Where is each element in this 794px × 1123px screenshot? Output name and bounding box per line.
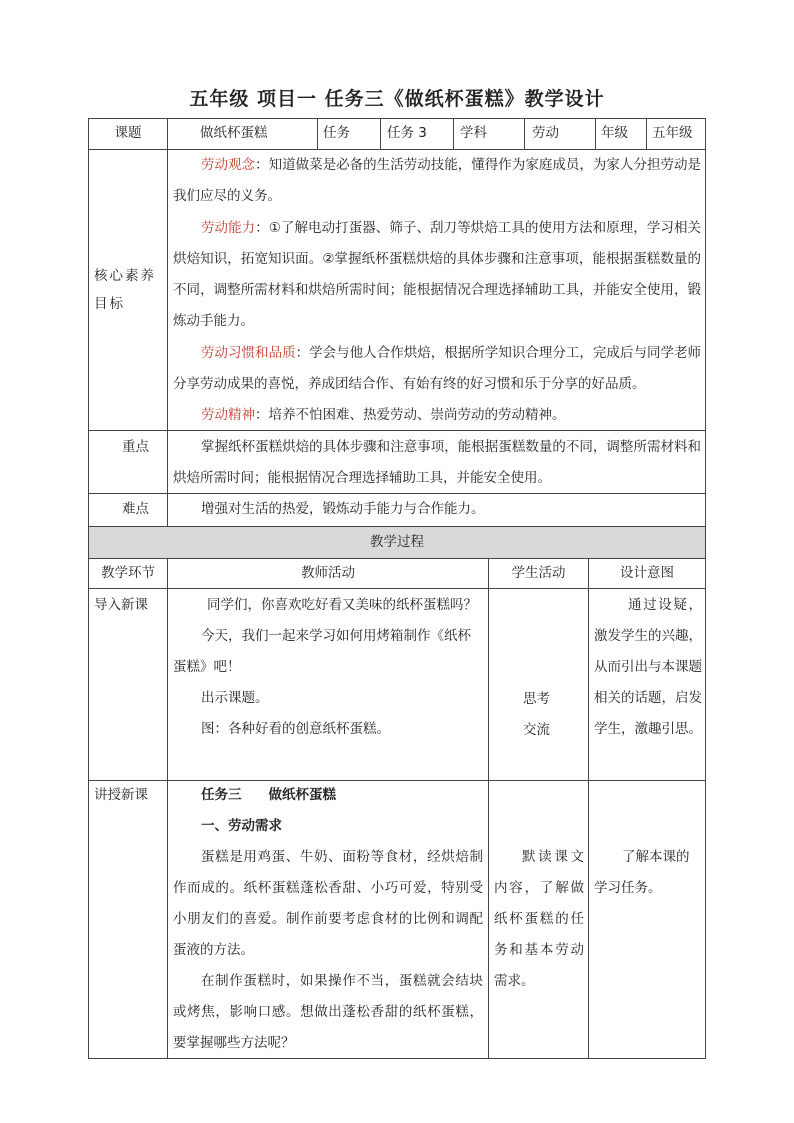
core-item-key: 劳动精神: [201, 407, 255, 424]
header-teacher: 教师活动: [301, 565, 355, 581]
intro-student-line: 思考: [523, 691, 550, 707]
subject-label: 学科: [460, 125, 487, 141]
core-item-key: 劳动习惯和品质: [201, 344, 296, 361]
intro-student-line: 交流: [523, 722, 550, 738]
new-teacher-paragraph: 蛋糕是用鸡蛋、牛奶、面粉等食材，经烘焙制作而成的。纸杯蛋糕蓬松香甜、小巧可爱，特别受小朋友们的喜爱。制作前要考虑食材的比例和调配蛋液的方法。: [173, 849, 483, 958]
core-item-spirit: [173, 400, 701, 431]
header-student: 学生活动: [511, 565, 566, 581]
keypoint-label: 重点: [122, 439, 149, 455]
process-title: 教学过程: [370, 534, 424, 550]
task-label: 任务: [323, 125, 350, 141]
new-intent: 了解本课的学习任务。: [594, 849, 690, 896]
new-stage: 讲授新课: [94, 787, 148, 803]
new-teacher-paragraph: 在制作蛋糕时，如果操作不当，蛋糕就会结块或烤焦，影响口感。想做出蓬松香甜的纸杯蛋糕，要掌握哪些方法呢？: [173, 973, 483, 1051]
grade-value: 五年级: [652, 125, 693, 141]
core-item-key: 劳动观念: [201, 157, 256, 173]
core-item-text: ：学会与他人合作烘焙，根据所学知识合理分工，完成后与同学老师分享劳动成果的喜悦，养成团结合作、有始有终的好习惯和乐于分享的好品质。: [173, 344, 702, 393]
core-item-habit: [173, 338, 701, 401]
intro-teacher-line: 同学们，你喜欢吃好看又美味的纸杯蛋糕吗？: [207, 597, 477, 613]
intro-student: [523, 684, 550, 746]
cell-new-stage: [88, 780, 168, 1059]
header-stage: 教学环节: [101, 565, 155, 581]
difficulty-text: 增强对生活的热爱，锻炼动手能力与合作能力。: [201, 501, 485, 517]
header-intent: 设计意图: [620, 565, 674, 581]
core-content: [173, 150, 701, 432]
cell-new-intent: [588, 780, 706, 1059]
new-student: 默读课文内容，了解做纸杯蛋糕的任务和基本劳动需求。: [494, 849, 584, 989]
core-label: 核心素养目标: [94, 268, 156, 312]
core-item-text: ：知道做菜是必备的生活劳动技能，懂得作为家庭成员，为家人分担劳动是我们应尽的义务。: [173, 157, 702, 205]
core-item-text: ：①了解电动打蛋器、筛子、刮刀等烘焙工具的使用方法和原理，学习相关烘焙知识，拓宽知识面。②掌握纸杯蛋糕烘焙的具体步骤和注意事项，能根据蛋糕数量的不同，调整所需材料和烘焙所需时间；能根据情况合理选择辅助工具，并能安全使用，锻炼动手能力。: [173, 219, 702, 330]
new-section-heading: 一、劳动需求: [201, 818, 282, 834]
page-title: 五年级 项目一 任务三《做纸杯蛋糕》教学设计: [189, 88, 605, 110]
intro-teacher: [173, 590, 483, 745]
core-item-ability: [173, 213, 701, 338]
intro-teacher-line: 今天，我们一起来学习如何用烤箱制作《纸杯蛋糕》吧！: [173, 628, 471, 675]
topic-value: 做纸杯蛋糕: [200, 125, 268, 141]
keypoint-text: 掌握纸杯蛋糕烘焙的具体步骤和注意事项，能根据蛋糕数量的不同，调整所需材料和烘焙所需时间；能根据情况合理选择辅助工具，并能安全使用。: [173, 439, 701, 487]
difficulty-label: 难点: [122, 501, 149, 517]
core-item-key: 劳动能力: [201, 219, 256, 236]
intro-stage: 导入新课: [94, 597, 148, 613]
new-teacher: [173, 780, 483, 1059]
subject-value: 劳动: [532, 125, 559, 141]
topic-label: 课题: [114, 125, 142, 141]
task-value: 任务 3: [387, 125, 427, 141]
intro-intent: 通过设疑，激发学生的兴趣，从而引出与本课题相关的话题，启发学生，激趣引思。: [594, 597, 702, 737]
grade-label: 年级: [601, 125, 628, 141]
intro-teacher-line: 出示课题。: [201, 690, 269, 706]
core-item-text: ：培养不怕困难、热爱劳动、崇尚劳动的劳动精神。: [255, 407, 566, 424]
intro-teacher-line: 图：各种好看的创意纸杯蛋糕。: [201, 721, 390, 737]
new-task-heading: 任务三 做纸杯蛋糕: [201, 787, 336, 803]
core-item-concept: [173, 150, 701, 213]
